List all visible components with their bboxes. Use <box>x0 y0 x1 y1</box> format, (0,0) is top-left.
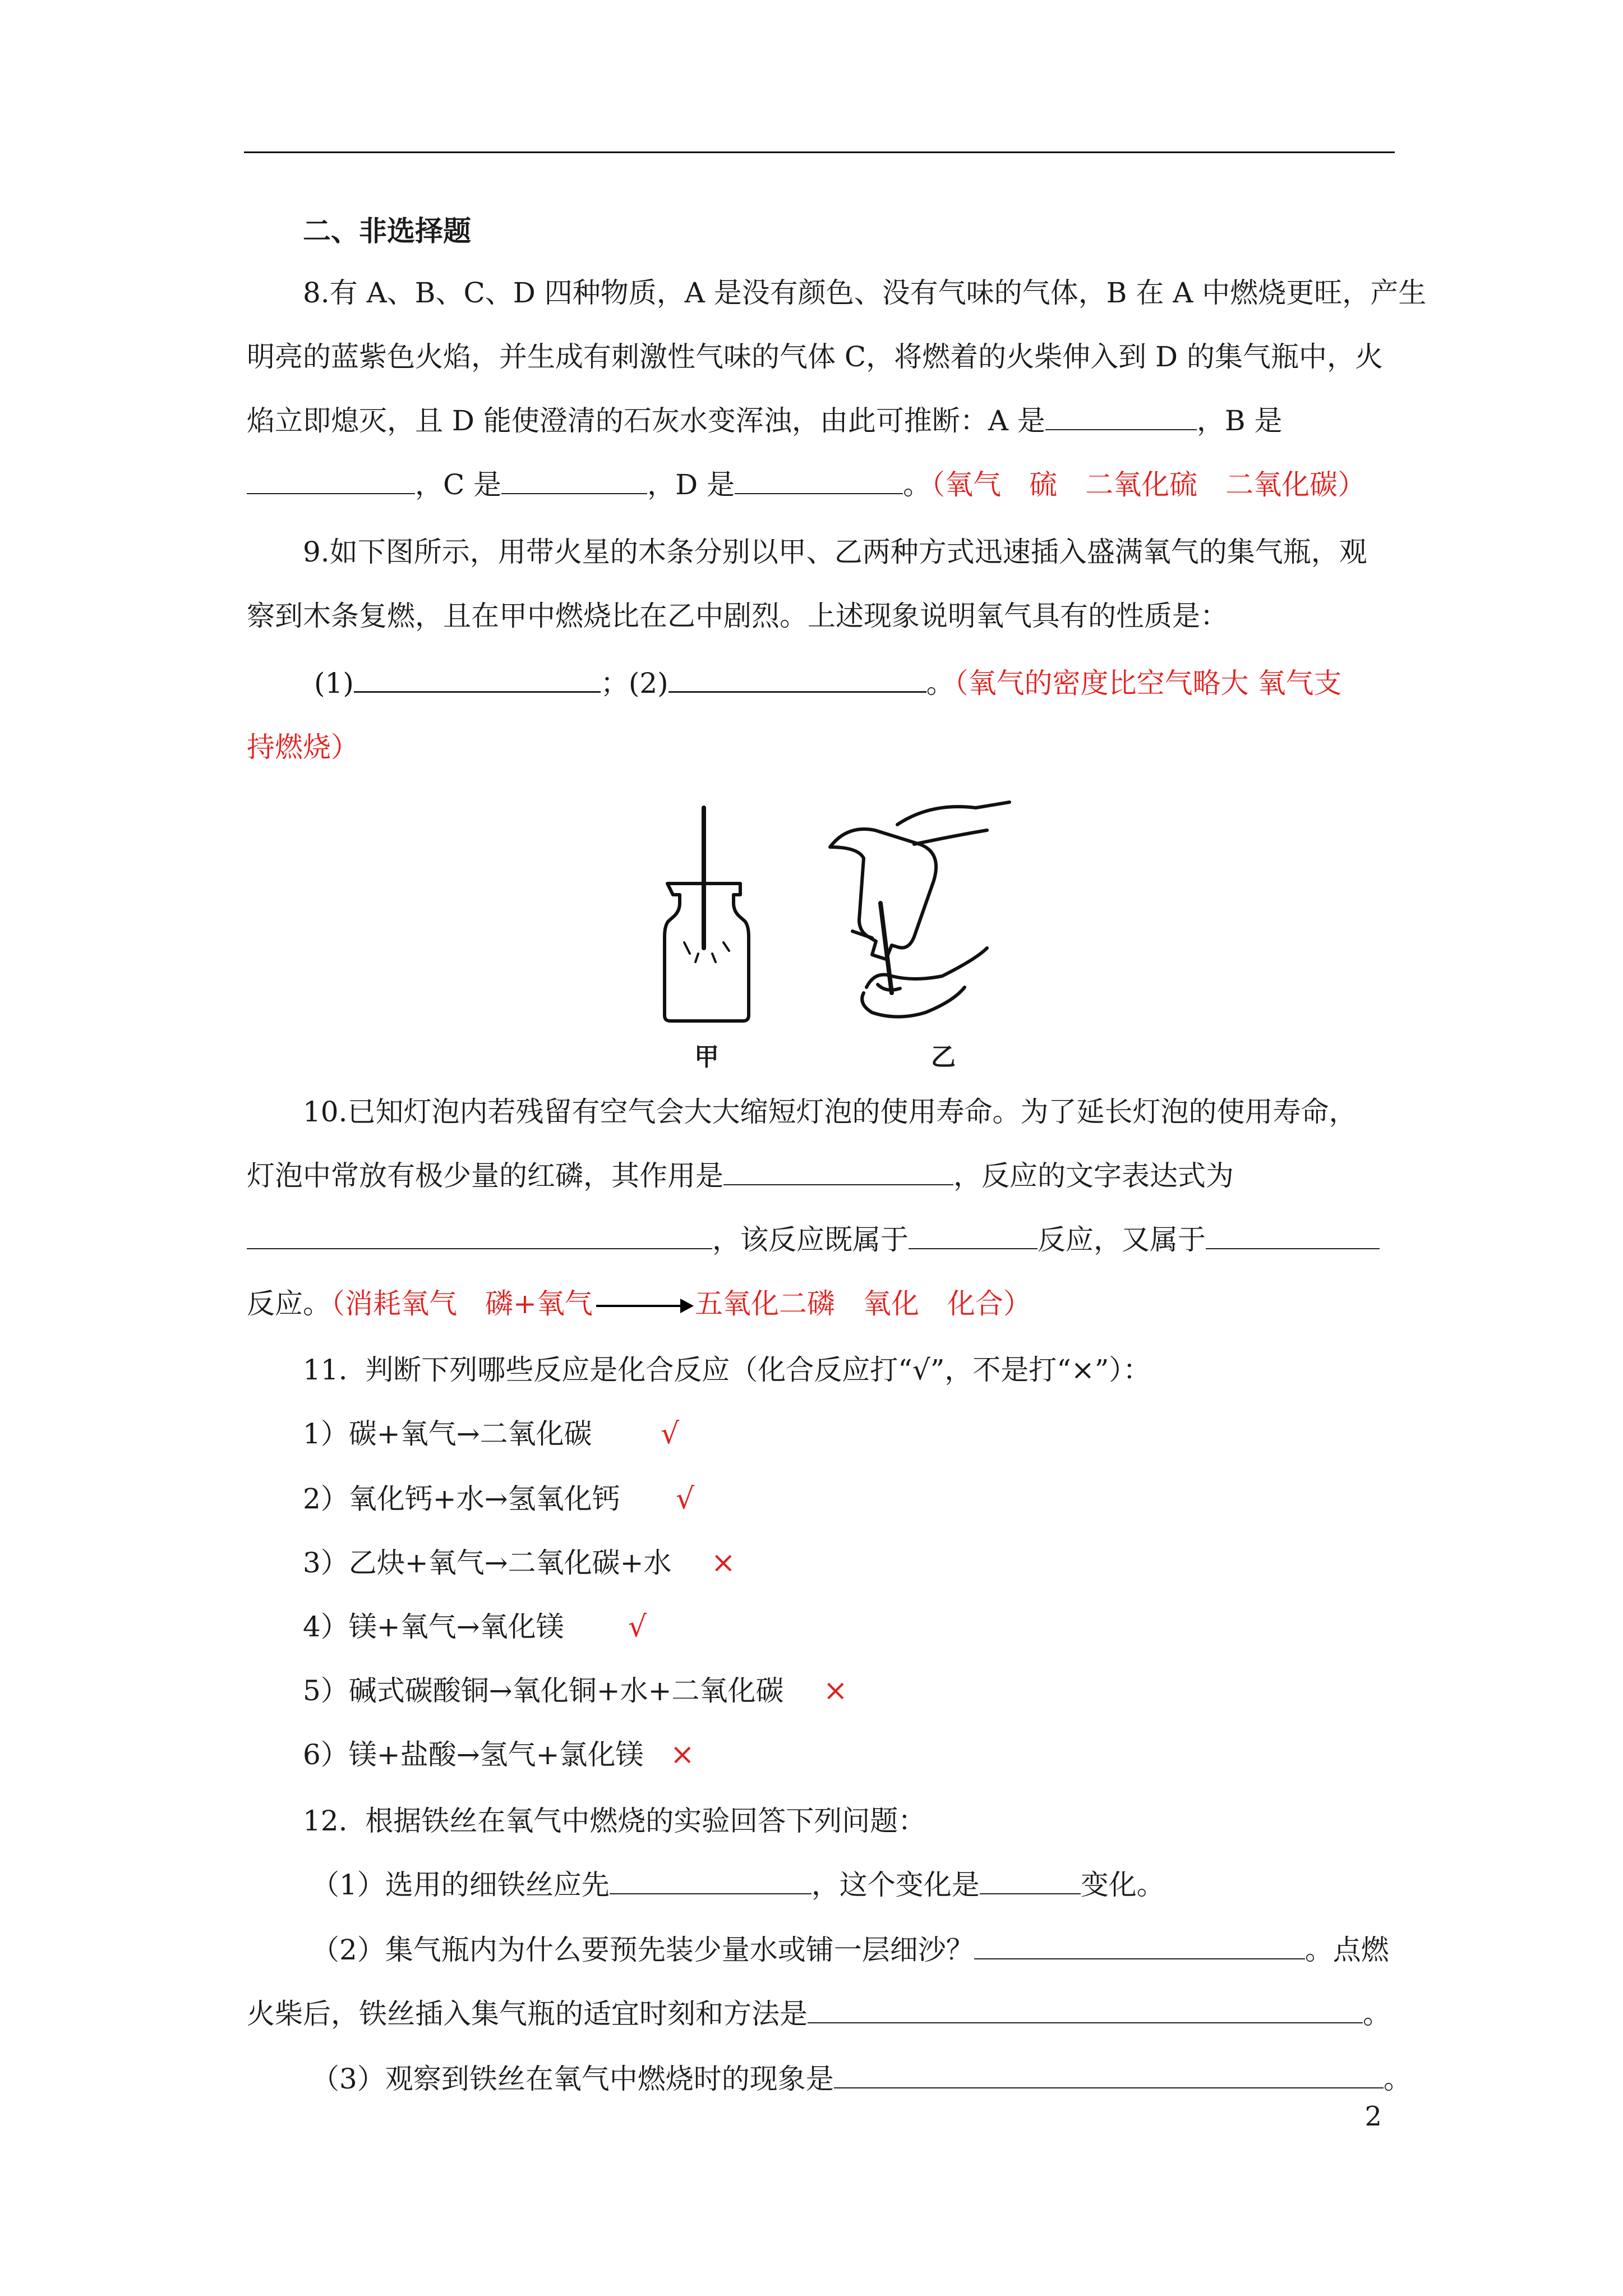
cross-mark: × <box>670 1738 695 1772</box>
q9-line-3 <box>314 665 1342 701</box>
q12-text: 变化。 <box>1080 1869 1165 1901</box>
q10-text: 灯泡中常放有极少量的红磷，其作用是 <box>247 1159 723 1192</box>
q11-item-5: 5）碱式碳酸铜→氧化铜+水+二氧化碳 <box>303 1674 784 1707</box>
figure-label-jia: 甲 <box>694 1043 719 1071</box>
q9-text: (1) <box>314 667 354 700</box>
blank-12-5[interactable] <box>834 2062 1384 2088</box>
blank-12-4[interactable] <box>808 1996 1363 2023</box>
check-mark: √ <box>661 1417 680 1451</box>
q8-text: 焰立即熄灭，且 D 能使澄清的石灰水变浑浊，由此可推断：A 是 <box>247 404 1045 437</box>
section-title: 二、非选择题 <box>303 215 471 247</box>
arrow-icon <box>596 1305 691 1307</box>
q9-line-1: 9.如下图所示，用带火星的木条分别以甲、乙两种方式迅速插入盛满氧气的集气瓶，观 <box>303 536 1367 568</box>
blank-10-1[interactable] <box>723 1158 953 1185</box>
q11-item-1: 1）碳+氧气→二氧化碳 <box>303 1418 592 1450</box>
blank-12-2[interactable] <box>980 1867 1081 1894</box>
q10-line-3 <box>247 1222 1380 1258</box>
blank-9-1[interactable] <box>354 665 601 693</box>
q9-line-2: 察到木条复燃，且在甲中燃烧比在乙中剧烈。上述现象说明氧气具有的性质是： <box>247 600 1228 632</box>
q12-part-1 <box>311 1867 1165 1903</box>
q10-text: 反应，又属于 <box>1038 1223 1206 1256</box>
q10-text: ，反应的文字表达式为 <box>953 1159 1234 1192</box>
q12-part-2 <box>311 1932 1389 1968</box>
blank-9-2[interactable] <box>668 665 926 693</box>
q8-text: 。 <box>903 468 932 501</box>
q11-item-3: 3）乙炔+氧气→二氧化碳+水 <box>303 1547 672 1579</box>
q8-line-4 <box>247 467 1366 503</box>
blank-12-3[interactable] <box>974 1932 1305 1959</box>
q11-item-4: 4）镁+氧气→氧化镁 <box>303 1611 564 1643</box>
q10-text: 反应。 <box>247 1287 331 1320</box>
q10-line-4 <box>247 1286 1031 1322</box>
q12-text: （1）选用的细铁丝应先 <box>311 1869 610 1901</box>
q8-text: ，C 是 <box>415 468 502 501</box>
q12-text: 。点燃 <box>1304 1934 1389 1966</box>
q11-title: 11. 判断下列哪些反应是化合反应（化合反应打“√”，不是打“×”）： <box>303 1354 1151 1386</box>
q12-text: （3）观察到铁丝在氧气中燃烧时的现象是 <box>311 2063 834 2095</box>
cross-mark: × <box>823 1674 848 1708</box>
q12-title: 12. 根据铁丝在氧气中燃烧的实验回答下列问题： <box>303 1805 926 1837</box>
q8-text: ，B 是 <box>1196 404 1283 437</box>
q10-answer-1: （消耗氧气 磷+氧气 <box>331 1287 593 1320</box>
blank-10-3[interactable] <box>909 1222 1038 1249</box>
q9-answer-cont: 持燃烧） <box>247 731 359 763</box>
q10-line-2 <box>247 1158 1234 1194</box>
q9-text: 。 <box>926 667 955 700</box>
q9-answer: （氧气的密度比空气略大 氧气支 <box>954 667 1342 700</box>
q8-text: ，D 是 <box>647 468 735 501</box>
q8-answer: （氧气 硫 二氧化硫 二氧化碳） <box>931 468 1366 501</box>
page-number: 2 <box>1364 2101 1382 2132</box>
header-rule <box>244 151 1395 153</box>
check-mark: √ <box>628 1610 647 1644</box>
figure-label-yi: 乙 <box>931 1043 956 1071</box>
q12-part-3 <box>311 2061 1412 2097</box>
blank-b[interactable] <box>247 467 415 494</box>
q12-text: 。 <box>1383 2063 1412 2095</box>
q10-text: ，该反应既属于 <box>712 1223 909 1256</box>
check-mark: √ <box>676 1482 695 1516</box>
q10-line-1: 10.已知灯泡内若残留有空气会大大缩短灯泡的使用寿命。为了延长灯泡的使用寿命， <box>303 1096 1357 1128</box>
q10-answer-2: 五氧化二磷 氧化 化合） <box>694 1287 1031 1320</box>
q8-line-3 <box>247 403 1283 439</box>
jar-illustration <box>651 791 1032 1032</box>
blank-c[interactable] <box>501 467 647 494</box>
q9-text: ；(2) <box>600 667 668 700</box>
q12-text: 。 <box>1363 1998 1391 2030</box>
q12-text: 火柴后，铁丝插入集气瓶的适宜时刻和方法是 <box>247 1998 808 2030</box>
q12-text: （2）集气瓶内为什么要预先装少量水或铺一层细沙？ <box>311 1934 974 1966</box>
cross-mark: × <box>711 1546 736 1580</box>
blank-d[interactable] <box>735 467 903 494</box>
q8-line-2: 明亮的蓝紫色火焰，并生成有刺激性气味的气体 C，将燃着的火柴伸入到 D 的集气瓶中，火 <box>247 341 1384 373</box>
experiment-figure <box>651 791 1032 1071</box>
blank-a[interactable] <box>1045 403 1197 430</box>
blank-10-2[interactable] <box>247 1222 712 1249</box>
q8-line-1: 8.有 A、B、C、D 四种物质，A 是没有颜色、没有气味的气体，B 在 A 中燃烧更旺，产生 <box>303 277 1427 309</box>
q12-text: ，这个变化是 <box>811 1869 980 1901</box>
q11-item-2: 2）氧化钙+水→氢氧化钙 <box>303 1483 620 1515</box>
blank-12-1[interactable] <box>610 1867 811 1894</box>
q12-part-2-cont <box>247 1996 1391 2032</box>
blank-10-4[interactable] <box>1206 1222 1380 1249</box>
q11-item-6: 6）镁+盐酸→氢气+氯化镁 <box>303 1738 644 1771</box>
